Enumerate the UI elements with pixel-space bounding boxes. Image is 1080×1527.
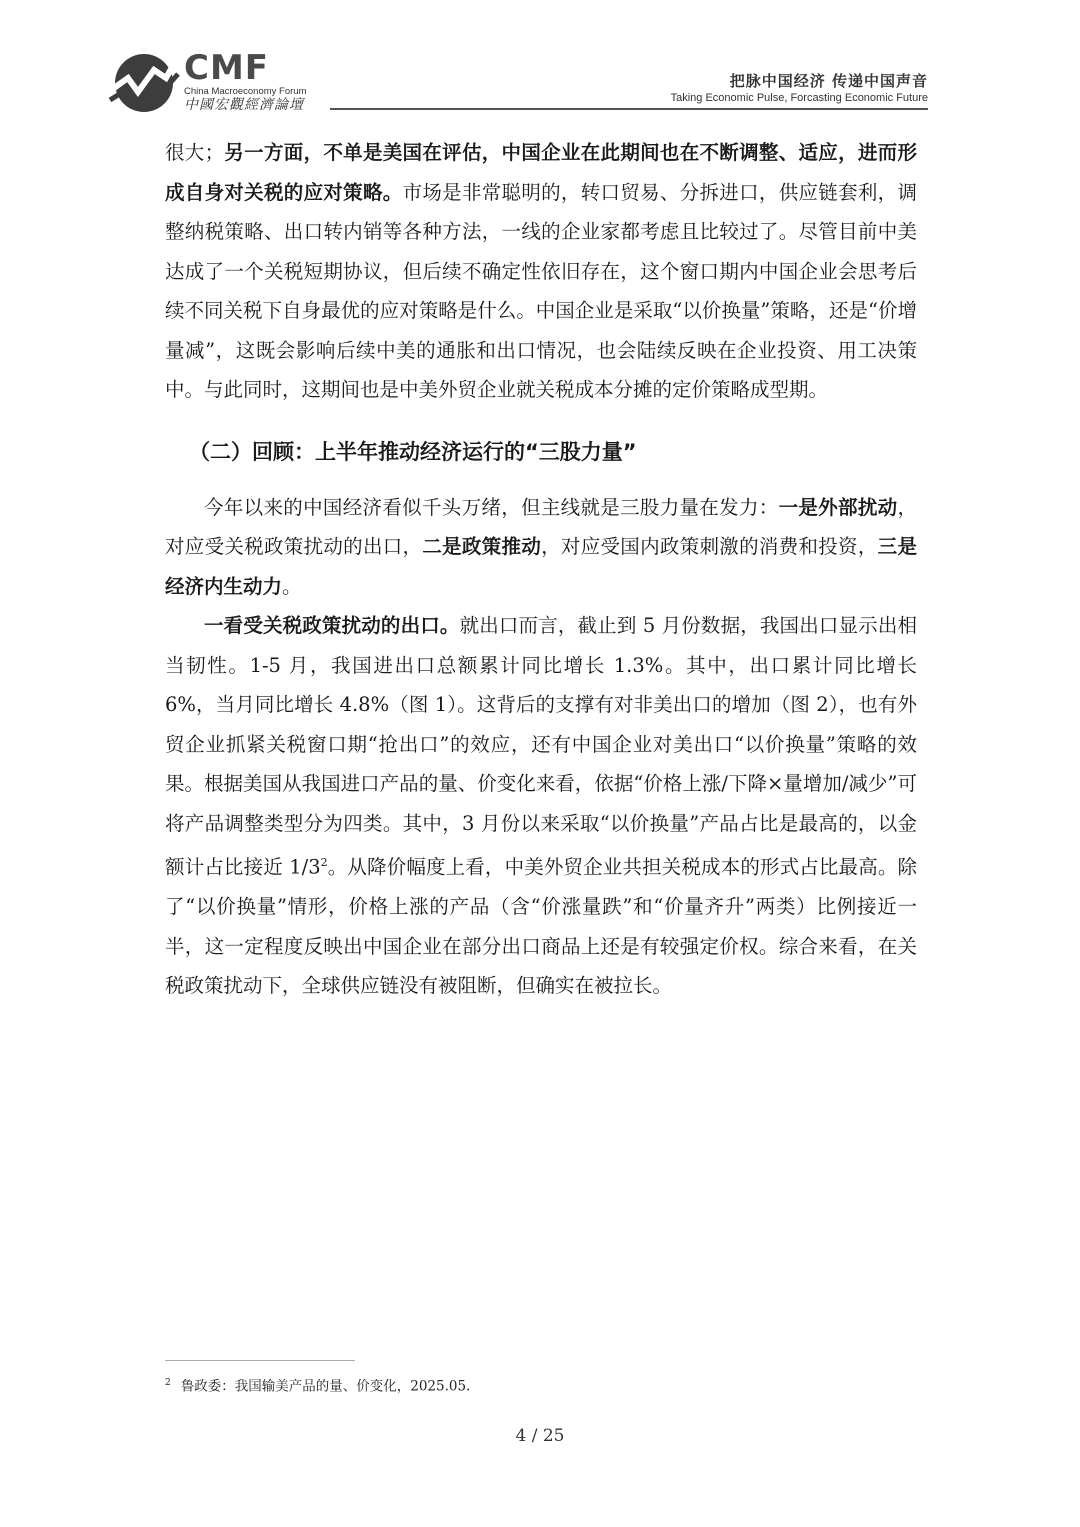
header-slogan-english: Taking Economic Pulse, Forcasting Economic Future xyxy=(670,92,928,104)
logo-english-name: China Macroeconomy Forum xyxy=(184,86,307,97)
logo-wordmark: CMF xyxy=(184,48,270,88)
page-header xyxy=(0,0,1080,125)
paragraph-three-forces xyxy=(165,488,917,607)
page-number: 4 / 25 xyxy=(515,1426,565,1446)
footnote-ref: 2 xyxy=(320,856,328,869)
logo-chinese-name: 中國宏觀經濟論壇 xyxy=(184,97,304,113)
bold-text-run: 另一方面，不单是美国在评估，中国企业在此期间也在不断调整、适应，进而形成自身对关税的应对策略。 xyxy=(165,141,917,204)
page-body xyxy=(165,133,917,1006)
bold-text-run: 三是经济内生动力 xyxy=(165,535,917,598)
footnote-marker: 2 xyxy=(165,1378,171,1388)
text-run: 今年以来的中国经济看似千头万绪，但主线就是三股力量在发力： xyxy=(204,495,779,519)
text-run: ，对应受国内政策刺激的消费和投资， xyxy=(541,535,878,558)
text-run: 。 xyxy=(282,574,302,598)
bold-text-run: 一是外部扰动 xyxy=(778,495,898,519)
paragraph-tariff-strategy xyxy=(165,133,917,410)
text-run: 就出口而言，截止到 5 月份数据，我国出口显示出相当韧性。1-5 月，我国进出口总额累计同比增长 1.3%。其中，出口累计同比增长 6%，当月同比增长 4.8%（图 1）。这背后的支撑有对非美出口的增加（图 2），也有外贸企业抓紧关税窗口期“抢出口”的效应，还有中国企业对美出口“以价换量”策略的效果。根据美国从我国进口产品的量、价变化来看，依据“价格上涨/下降×量增加/减少”可将产品调整类型分为四类。其中，3 月份以来采取“以价换量”产品占比是最高的，以金额计占比接近 1/3 xyxy=(165,614,917,879)
text-run: 市场是非常聪明的，转口贸易、分拆进口，供应链套利，调整纳税策略、出口转内销等各种方法，一线的企业家都考虑且比较过了。尽管目前中美达成了一个关税短期协议，但后续不确定性依旧存在，这个窗口期内中国企业会思考后续不同关税下自身最优的应对策略是什么。中国企业是采取“以价换量”策略，还是“价增量减”，这既会影响后续中美的通胀和出口情况，也会陆续反映在企业投资、用工决策中。与此同时，这期间也是中美外贸企业就关税成本分摊的定价策略成型期。 xyxy=(165,180,917,401)
text-run: 很大； xyxy=(165,141,225,164)
footnote-divider xyxy=(165,1360,355,1361)
header-slogan-chinese: 把脉中国经济 传递中国声音 xyxy=(729,72,928,90)
header-divider xyxy=(330,108,928,110)
footnote xyxy=(165,1373,470,1397)
cmf-logo-icon xyxy=(108,52,180,114)
section-heading: （二）回顾：上半年推动经济运行的“三股力量” xyxy=(189,439,637,464)
bold-text-run: 二是政策推动 xyxy=(422,535,542,558)
bold-text-run: 一看受关税政策扰动的出口。 xyxy=(204,614,460,637)
text-run: ，对应受关税政策扰动的出口， xyxy=(165,495,917,558)
footnote-text: 鲁政委：我国输美产品的量、价变化，2025.05. xyxy=(180,1378,471,1395)
paragraph-exports xyxy=(165,606,917,1006)
text-run: 。从降价幅度上看，中美外贸企业共担关税成本的形式占比最高。除了“以价换量”情形，价格上涨的产品（含“价涨量跌”和“价量齐升”两类）比例接近一半，这一定程度反映出中国企业在部分出口商品上还是有较强定价权。综合来看，在关税政策扰动下，全球供应链没有被阻断，但确实在被拉长。 xyxy=(165,855,917,997)
